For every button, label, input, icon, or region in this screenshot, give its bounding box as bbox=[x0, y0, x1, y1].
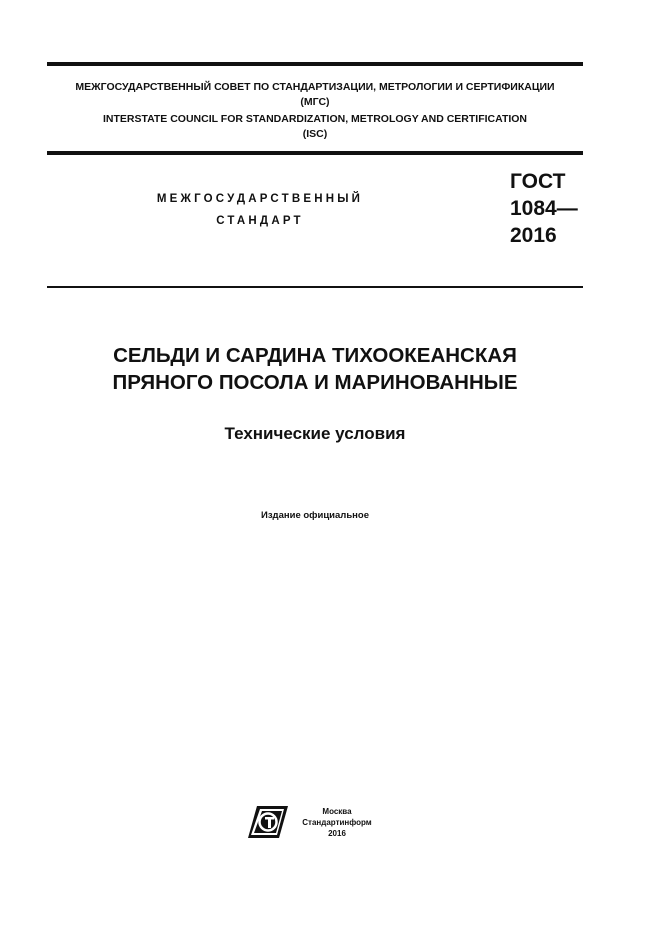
header-bottom-rule bbox=[47, 151, 583, 155]
document-title bbox=[47, 342, 583, 396]
gost-designation bbox=[510, 168, 578, 249]
top-rule bbox=[47, 62, 583, 66]
publisher-city: Москва bbox=[322, 807, 352, 816]
gost-number: 1084— bbox=[510, 197, 578, 220]
council-abbr-en: (ISC) bbox=[302, 128, 328, 140]
standard-kind bbox=[110, 188, 410, 232]
publisher-name: Стандартинформ bbox=[302, 818, 372, 827]
designation-rule bbox=[47, 286, 583, 288]
council-name-en: INTERSTATE COUNCIL FOR STANDARDIZATION, METROLOGY AND CERTIFICATION bbox=[102, 113, 528, 125]
gost-label: ГОСТ bbox=[510, 170, 566, 193]
title-line2: ПРЯНОГО ПОСОЛА И МАРИНОВАННЫЕ bbox=[112, 371, 518, 394]
document-subtitle: Технические условия bbox=[224, 424, 406, 443]
gost-year: 2016 bbox=[510, 224, 557, 247]
publisher-year: 2016 bbox=[328, 829, 346, 838]
publisher-info bbox=[290, 806, 384, 839]
edition-note: Издание официальное bbox=[261, 510, 369, 521]
title-line1: СЕЛЬДИ И САРДИНА ТИХООКЕАНСКАЯ bbox=[113, 344, 517, 367]
council-header-en bbox=[47, 112, 583, 142]
council-header bbox=[47, 80, 583, 110]
standartinform-logo-icon bbox=[248, 806, 288, 838]
council-abbr-ru: (МГС) bbox=[300, 96, 330, 108]
standard-kind-line2: СТАНДАРТ bbox=[216, 215, 304, 227]
council-name-ru: МЕЖГОСУДАРСТВЕННЫЙ СОВЕТ ПО СТАНДАРТИЗАЦИИ, МЕТРОЛОГИИ И СЕРТИФИКАЦИИ bbox=[75, 81, 555, 93]
standard-kind-line1: МЕЖГОСУДАРСТВЕННЫЙ bbox=[156, 193, 364, 205]
